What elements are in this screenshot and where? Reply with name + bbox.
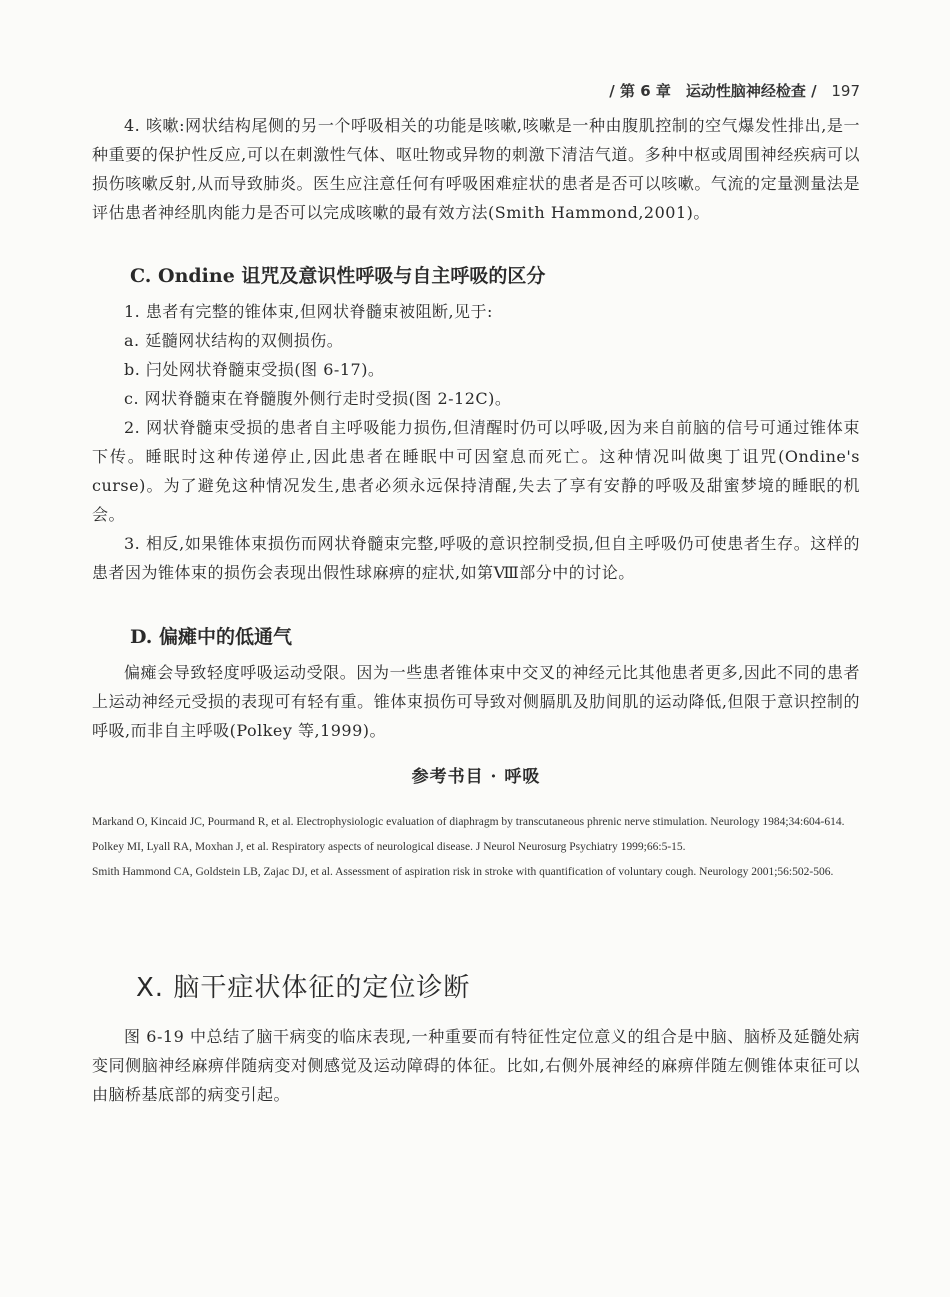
reference-item: Markand O, Kincaid JC, Pourmand R, et al. Electrophysiologic evaluation of diaphragm by transcutaneous phrenic nerve stimulation. Neurology 1984;34:604-614. (92, 816, 845, 828)
reference-item: Smith Hammond CA, Goldstein LB, Zajac DJ, et al. Assessment of aspiration risk in stroke with quantification of voluntary cough. Neurology 2001;56:502-506. (92, 866, 834, 878)
paragraph-cough: 4. 咳嗽:网状结构尾侧的另一个呼吸相关的功能是咳嗽,咳嗽是一种由腹肌控制的空气爆发性排出,是一种重要的保护性反应,可以在刺激性气体、呕吐物或异物的刺激下清洁气道。多种中枢或周围神经疾病可以损伤咳嗽反射,从而导致肺炎。医生应注意任何有呼吸困难症状的患者是否可以咳嗽。气流的定量测量法是评估患者神经肌肉能力是否可以完成咳嗽的最有效方法(Smith Hammond,2001)。 (92, 116, 860, 222)
running-head (609, 80, 860, 101)
references (92, 764, 860, 885)
section-d (92, 622, 860, 745)
section-d-paragraph: 偏瘫会导致轻度呼吸运动受限。因为一些患者锥体束中交叉的神经元比其他患者更多,因此不同的患者上运动神经元受损的表现可有轻有重。锥体束损伤可导致对侧膈肌及肋间肌的运动降低,但限于意识控制的呼吸,而非自主呼吸(Polkey 等,1999)。 (92, 663, 860, 740)
section-c (92, 261, 860, 587)
section-x (92, 970, 860, 1109)
chapter-header: / 第 6 章 运动性脑神经检查 / (609, 82, 817, 100)
section-c-item-b: b. 闩处网状脊髓束受损(图 6-17)。 (124, 360, 385, 379)
section-d-title: D. 偏瘫中的低通气 (130, 626, 293, 648)
references-title: 参考书目 · 呼吸 (411, 767, 541, 787)
section-c-title: C. Ondine 诅咒及意识性呼吸与自主呼吸的区分 (130, 265, 546, 287)
section-c-item-a: a. 延髓网状结构的双侧损伤。 (124, 331, 344, 350)
section-c-item-c: c. 网状脊髓束在脊髓腹外侧行走时受损(图 2-12C)。 (124, 389, 512, 408)
section-c-item-1: 1. 患者有完整的锥体束,但网状脊髓束被阻断,见于: (124, 302, 493, 321)
section-x-title: X. 脑干症状体征的定位诊断 (136, 973, 471, 1003)
section-c-paragraph-2: 2. 网状脊髓束受损的患者自主呼吸能力损伤,但清醒时仍可以呼吸,因为来自前脑的信号可通过锥体束下传。睡眠时这种传递停止,因此患者在睡眠中可因窒息而死亡。这种情况叫做奥丁诅咒(Ondine's curse)。为了避免这种情况发生,患者必须永远保持清醒,失去了享有安静的呼吸及甜蜜梦境的睡眠的机会。 (92, 418, 860, 524)
section-c-paragraph-3: 3. 相反,如果锥体束损伤而网状脊髓束完整,呼吸的意识控制受损,但自主呼吸仍可使患者生存。这样的患者因为锥体束的损伤会表现出假性球麻痹的症状,如第Ⅷ部分中的讨论。 (92, 534, 860, 582)
reference-item: Polkey MI, Lyall RA, Moxhan J, et al. Respiratory aspects of neurological disease. J Neurol Neurosurg Psychiatry 1999;66:5-15. (92, 841, 686, 853)
section-x-paragraph: 图 6-19 中总结了脑干病变的临床表现,一种重要而有特征性定位意义的组合是中脑、脑桥及延髓处病变同侧脑神经麻痹伴随病变对侧感觉及运动障碍的体征。比如,右侧外展神经的麻痹伴随左侧锥体束征可以由脑桥基底部的病变引起。 (92, 1027, 860, 1104)
page-number: 197 (831, 82, 860, 100)
cough-section (92, 111, 860, 227)
